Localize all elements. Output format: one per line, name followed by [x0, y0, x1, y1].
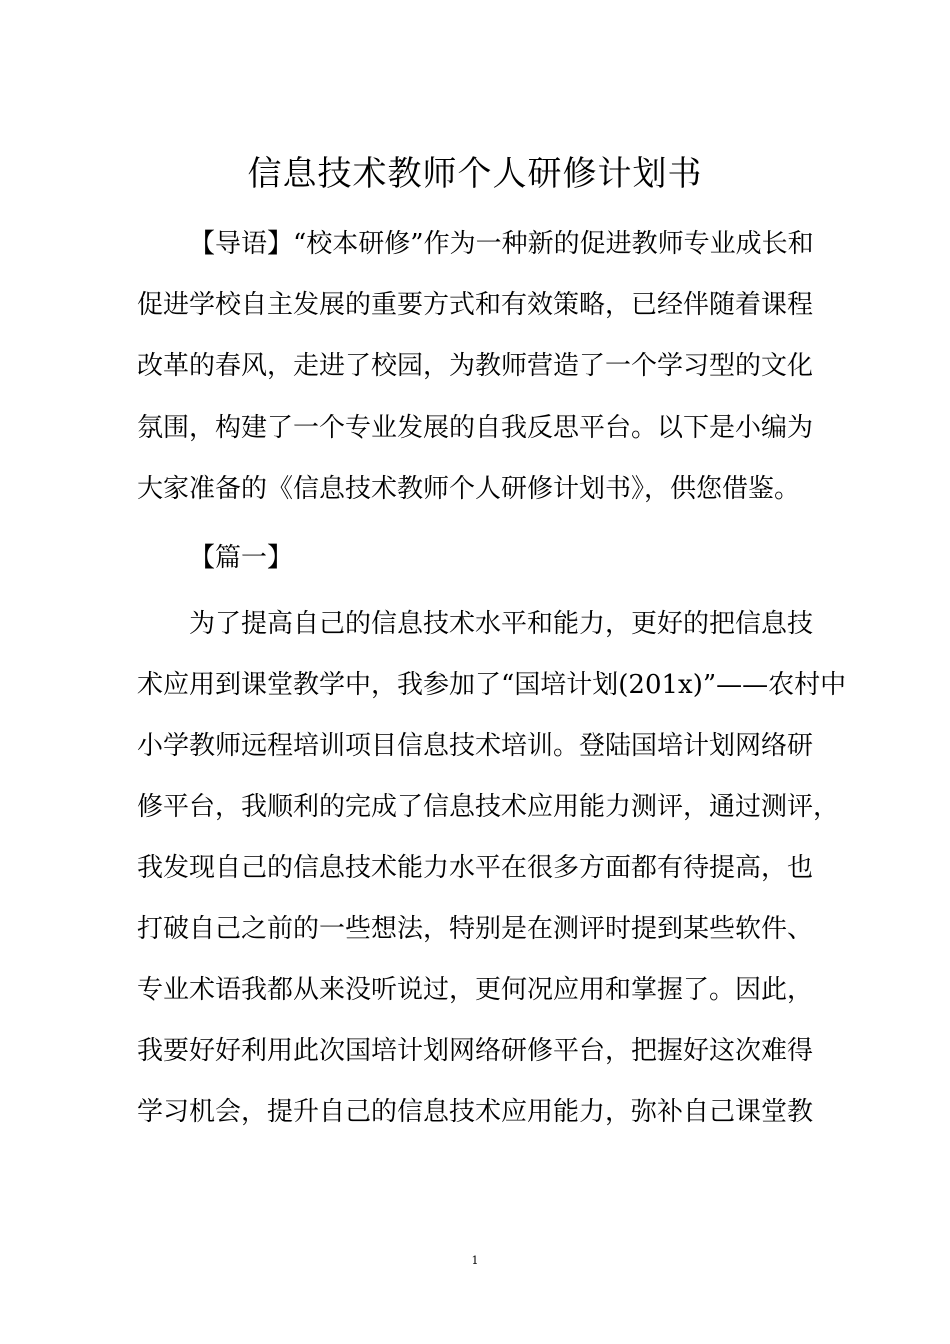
- body-line: 学习机会，提升自己的信息技术应用能力，弥补自己课堂教: [137, 1097, 814, 1127]
- body-line: 小学教师远程培训项目信息技术培训。登陆国培计划网络研: [137, 731, 814, 761]
- body-line: 打破自己之前的一些想法，特别是在测评时提到某些软件、: [137, 914, 814, 944]
- intro-line: 促进学校自主发展的重要方式和有效策略，已经伴随着课程: [137, 290, 814, 320]
- body-line: 我要好好利用此次国培计划网络研修平台，把握好这次难得: [137, 1036, 814, 1066]
- body-line: 我发现自己的信息技术能力水平在很多方面都有待提高，也: [137, 853, 814, 883]
- document-title: 信息技术教师个人研修计划书: [247, 154, 703, 194]
- intro-line: 改革的春风，走进了校园，为教师营造了一个学习型的文化: [137, 351, 814, 381]
- body-line: 为了提高自己的信息技术水平和能力，更好的把信息技: [189, 609, 814, 639]
- intro-line: 【导语】“校本研修”作为一种新的促进教师专业成长和: [189, 229, 814, 259]
- intro-line: 氛围，构建了一个专业发展的自我反思平台。以下是小编为: [137, 413, 814, 443]
- page-number: 1: [471, 1254, 479, 1267]
- body-line: 术应用到课堂教学中，我参加了“国培计划(201x)”——农村中: [137, 670, 847, 700]
- body-line: 专业术语我都从来没听说过，更何况应用和掌握了。因此，: [137, 975, 814, 1005]
- body-line: 修平台，我顺利的完成了信息技术应用能力测评，通过测评，: [137, 792, 840, 822]
- section-heading: 【篇一】: [189, 543, 294, 573]
- intro-line: 大家准备的《信息技术教师个人研修计划书》，供您借鉴。: [137, 474, 801, 504]
